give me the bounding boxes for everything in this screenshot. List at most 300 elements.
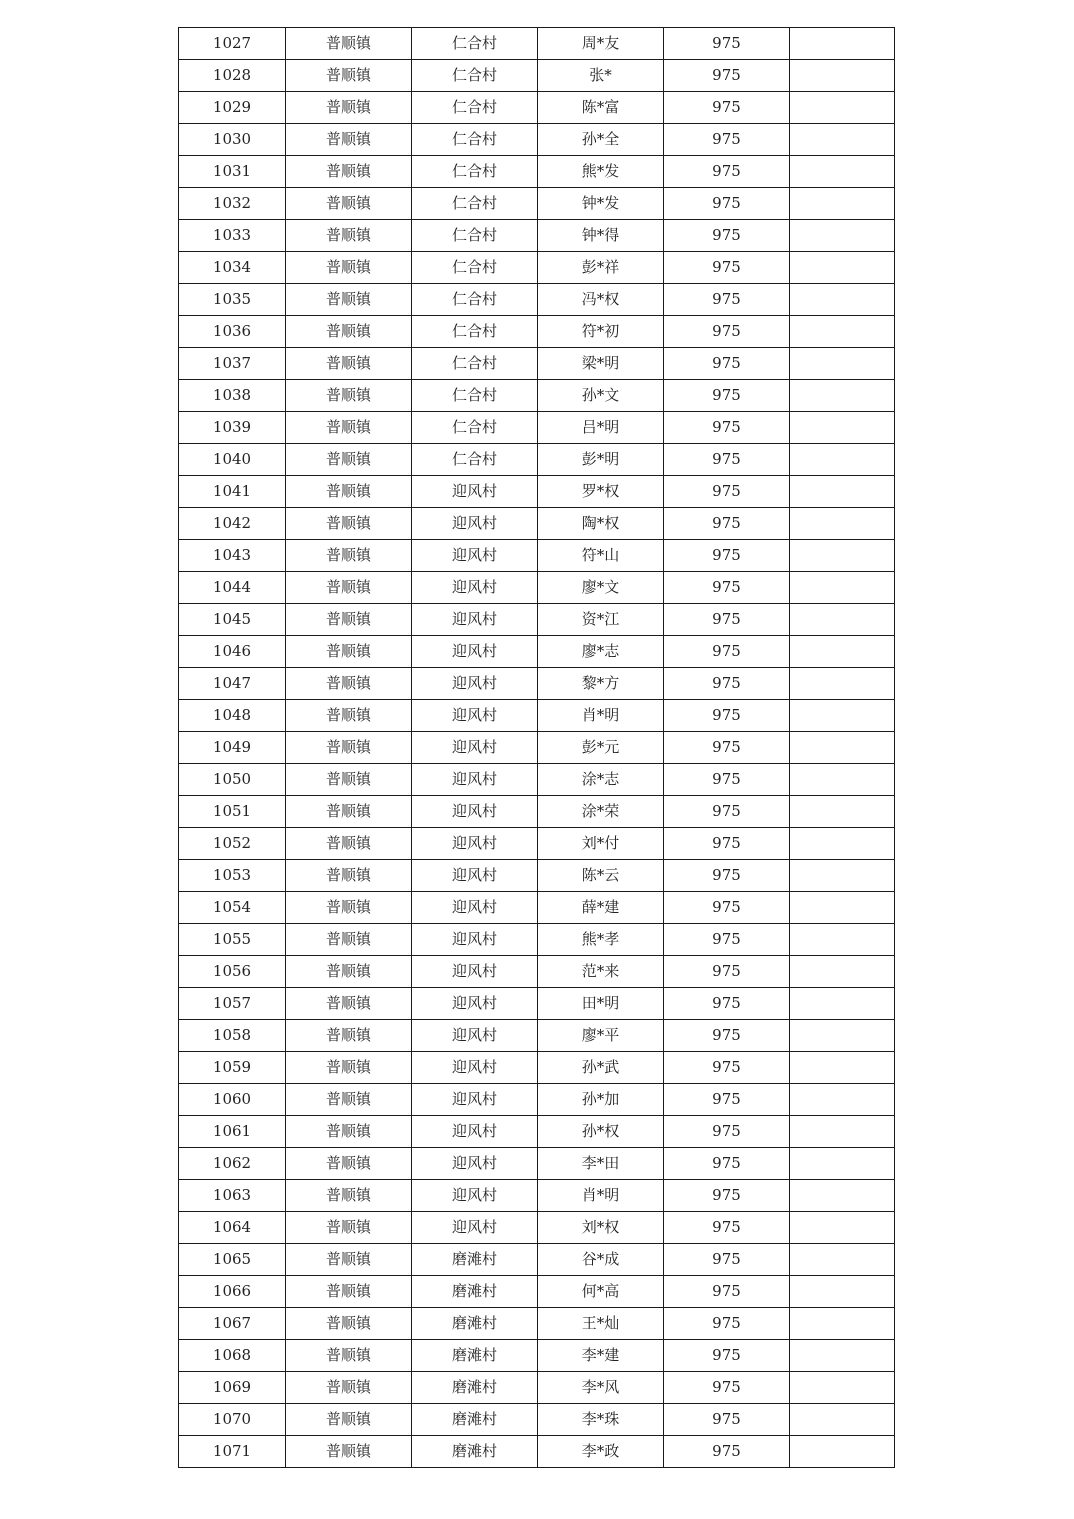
table-row	[179, 860, 895, 892]
cell-number: 1042	[179, 508, 286, 540]
cell-village: 磨滩村	[412, 1340, 538, 1372]
subsidy-list-table	[178, 27, 895, 1468]
cell-town: 普顺镇	[286, 60, 412, 92]
cell-number: 1059	[179, 1052, 286, 1084]
cell-remark	[790, 284, 895, 316]
cell-village: 仁合村	[412, 412, 538, 444]
cell-remark	[790, 1404, 895, 1436]
cell-amount: 975	[664, 540, 790, 572]
cell-town: 普顺镇	[286, 924, 412, 956]
cell-number: 1048	[179, 700, 286, 732]
table-row	[179, 924, 895, 956]
table-row	[179, 764, 895, 796]
cell-name: 孙*武	[538, 1052, 664, 1084]
cell-number: 1057	[179, 988, 286, 1020]
cell-name: 黎*方	[538, 668, 664, 700]
cell-town: 普顺镇	[286, 1212, 412, 1244]
cell-amount: 975	[664, 860, 790, 892]
cell-name: 张*	[538, 60, 664, 92]
cell-number: 1071	[179, 1436, 286, 1468]
cell-town: 普顺镇	[286, 444, 412, 476]
cell-remark	[790, 732, 895, 764]
cell-village: 仁合村	[412, 380, 538, 412]
cell-village: 迎风村	[412, 828, 538, 860]
cell-number: 1061	[179, 1116, 286, 1148]
cell-number: 1050	[179, 764, 286, 796]
cell-town: 普顺镇	[286, 508, 412, 540]
cell-name: 彭*明	[538, 444, 664, 476]
cell-town: 普顺镇	[286, 988, 412, 1020]
cell-number: 1058	[179, 1020, 286, 1052]
cell-name: 涂*荣	[538, 796, 664, 828]
cell-amount: 975	[664, 1404, 790, 1436]
cell-amount: 975	[664, 668, 790, 700]
table-row	[179, 1180, 895, 1212]
cell-name: 资*江	[538, 604, 664, 636]
cell-village: 迎风村	[412, 956, 538, 988]
table-row	[179, 796, 895, 828]
cell-village: 迎风村	[412, 860, 538, 892]
table-row	[179, 1212, 895, 1244]
cell-town: 普顺镇	[286, 892, 412, 924]
cell-number: 1028	[179, 60, 286, 92]
table-row	[179, 828, 895, 860]
cell-remark	[790, 188, 895, 220]
cell-amount: 975	[664, 476, 790, 508]
cell-amount: 975	[664, 1052, 790, 1084]
cell-number: 1038	[179, 380, 286, 412]
cell-amount: 975	[664, 732, 790, 764]
cell-name: 钟*发	[538, 188, 664, 220]
cell-town: 普顺镇	[286, 28, 412, 60]
cell-name: 薛*建	[538, 892, 664, 924]
cell-town: 普顺镇	[286, 1148, 412, 1180]
cell-name: 孙*文	[538, 380, 664, 412]
cell-amount: 975	[664, 764, 790, 796]
cell-remark	[790, 508, 895, 540]
cell-remark	[790, 540, 895, 572]
cell-number: 1052	[179, 828, 286, 860]
cell-name: 孙*全	[538, 124, 664, 156]
cell-town: 普顺镇	[286, 1244, 412, 1276]
cell-name: 罗*权	[538, 476, 664, 508]
cell-amount: 975	[664, 924, 790, 956]
cell-remark	[790, 1276, 895, 1308]
cell-name: 陶*权	[538, 508, 664, 540]
cell-number: 1060	[179, 1084, 286, 1116]
cell-town: 普顺镇	[286, 1308, 412, 1340]
cell-number: 1063	[179, 1180, 286, 1212]
cell-town: 普顺镇	[286, 828, 412, 860]
cell-town: 普顺镇	[286, 284, 412, 316]
cell-remark	[790, 1340, 895, 1372]
cell-amount: 975	[664, 604, 790, 636]
cell-remark	[790, 156, 895, 188]
cell-village: 仁合村	[412, 188, 538, 220]
cell-town: 普顺镇	[286, 764, 412, 796]
cell-number: 1056	[179, 956, 286, 988]
cell-remark	[790, 1212, 895, 1244]
cell-remark	[790, 604, 895, 636]
cell-remark	[790, 252, 895, 284]
cell-number: 1041	[179, 476, 286, 508]
cell-village: 迎风村	[412, 1212, 538, 1244]
cell-village: 迎风村	[412, 988, 538, 1020]
cell-name: 符*初	[538, 316, 664, 348]
cell-remark	[790, 476, 895, 508]
cell-number: 1054	[179, 892, 286, 924]
cell-town: 普顺镇	[286, 380, 412, 412]
cell-village: 磨滩村	[412, 1404, 538, 1436]
cell-remark	[790, 348, 895, 380]
cell-number: 1032	[179, 188, 286, 220]
cell-remark	[790, 1116, 895, 1148]
cell-number: 1035	[179, 284, 286, 316]
cell-name: 谷*成	[538, 1244, 664, 1276]
table-row	[179, 92, 895, 124]
cell-number: 1044	[179, 572, 286, 604]
cell-number: 1067	[179, 1308, 286, 1340]
cell-village: 迎风村	[412, 636, 538, 668]
table-row	[179, 60, 895, 92]
cell-village: 迎风村	[412, 604, 538, 636]
cell-name: 肖*明	[538, 700, 664, 732]
cell-village: 仁合村	[412, 444, 538, 476]
cell-remark	[790, 444, 895, 476]
cell-amount: 975	[664, 348, 790, 380]
cell-number: 1029	[179, 92, 286, 124]
cell-amount: 975	[664, 1276, 790, 1308]
cell-remark	[790, 700, 895, 732]
cell-number: 1040	[179, 444, 286, 476]
cell-name: 李*建	[538, 1340, 664, 1372]
cell-village: 磨滩村	[412, 1436, 538, 1468]
cell-amount: 975	[664, 1116, 790, 1148]
table-row	[179, 1116, 895, 1148]
cell-village: 迎风村	[412, 924, 538, 956]
cell-number: 1031	[179, 156, 286, 188]
cell-name: 李*珠	[538, 1404, 664, 1436]
table-row	[179, 380, 895, 412]
cell-town: 普顺镇	[286, 732, 412, 764]
table-row	[179, 1244, 895, 1276]
table-row	[179, 1020, 895, 1052]
cell-number: 1036	[179, 316, 286, 348]
cell-number: 1030	[179, 124, 286, 156]
cell-name: 孙*加	[538, 1084, 664, 1116]
cell-remark	[790, 572, 895, 604]
cell-remark	[790, 412, 895, 444]
table-row	[179, 636, 895, 668]
cell-amount: 975	[664, 1436, 790, 1468]
cell-village: 磨滩村	[412, 1308, 538, 1340]
cell-village: 仁合村	[412, 156, 538, 188]
cell-amount: 975	[664, 1308, 790, 1340]
cell-amount: 975	[664, 796, 790, 828]
table-row	[179, 124, 895, 156]
table-row	[179, 252, 895, 284]
cell-number: 1062	[179, 1148, 286, 1180]
cell-number: 1068	[179, 1340, 286, 1372]
cell-town: 普顺镇	[286, 252, 412, 284]
cell-village: 迎风村	[412, 1020, 538, 1052]
cell-town: 普顺镇	[286, 316, 412, 348]
cell-number: 1069	[179, 1372, 286, 1404]
table-row	[179, 988, 895, 1020]
cell-amount: 975	[664, 444, 790, 476]
cell-village: 磨滩村	[412, 1372, 538, 1404]
table-row	[179, 1308, 895, 1340]
table-row	[179, 572, 895, 604]
cell-number: 1066	[179, 1276, 286, 1308]
cell-number: 1070	[179, 1404, 286, 1436]
cell-amount: 975	[664, 1148, 790, 1180]
cell-amount: 975	[664, 700, 790, 732]
table-row	[179, 188, 895, 220]
cell-name: 熊*孝	[538, 924, 664, 956]
cell-remark	[790, 1308, 895, 1340]
cell-remark	[790, 316, 895, 348]
cell-name: 李*政	[538, 1436, 664, 1468]
cell-village: 迎风村	[412, 1084, 538, 1116]
cell-village: 迎风村	[412, 764, 538, 796]
cell-number: 1033	[179, 220, 286, 252]
cell-name: 熊*发	[538, 156, 664, 188]
cell-name: 李*田	[538, 1148, 664, 1180]
cell-town: 普顺镇	[286, 860, 412, 892]
cell-town: 普顺镇	[286, 540, 412, 572]
cell-amount: 975	[664, 1084, 790, 1116]
cell-amount: 975	[664, 508, 790, 540]
cell-remark	[790, 28, 895, 60]
table-row	[179, 348, 895, 380]
cell-remark	[790, 1148, 895, 1180]
cell-remark	[790, 828, 895, 860]
table-row	[179, 604, 895, 636]
cell-number: 1045	[179, 604, 286, 636]
cell-village: 迎风村	[412, 476, 538, 508]
cell-village: 仁合村	[412, 60, 538, 92]
cell-remark	[790, 924, 895, 956]
cell-amount: 975	[664, 220, 790, 252]
table-row	[179, 1436, 895, 1468]
cell-town: 普顺镇	[286, 220, 412, 252]
cell-name: 田*明	[538, 988, 664, 1020]
cell-remark	[790, 988, 895, 1020]
table-row	[179, 892, 895, 924]
cell-village: 迎风村	[412, 668, 538, 700]
cell-name: 孙*权	[538, 1116, 664, 1148]
cell-village: 仁合村	[412, 348, 538, 380]
cell-number: 1027	[179, 28, 286, 60]
cell-town: 普顺镇	[286, 572, 412, 604]
cell-remark	[790, 1180, 895, 1212]
cell-name: 廖*文	[538, 572, 664, 604]
cell-name: 符*山	[538, 540, 664, 572]
cell-village: 迎风村	[412, 732, 538, 764]
cell-remark	[790, 764, 895, 796]
table-row	[179, 444, 895, 476]
cell-remark	[790, 1372, 895, 1404]
cell-name: 吕*明	[538, 412, 664, 444]
cell-town: 普顺镇	[286, 1276, 412, 1308]
cell-amount: 975	[664, 1212, 790, 1244]
cell-amount: 975	[664, 892, 790, 924]
cell-remark	[790, 668, 895, 700]
table-row	[179, 668, 895, 700]
cell-remark	[790, 860, 895, 892]
table-row	[179, 508, 895, 540]
table-row	[179, 1052, 895, 1084]
cell-number: 1037	[179, 348, 286, 380]
cell-remark	[790, 1020, 895, 1052]
cell-name: 王*灿	[538, 1308, 664, 1340]
cell-amount: 975	[664, 1340, 790, 1372]
cell-village: 迎风村	[412, 700, 538, 732]
cell-village: 仁合村	[412, 28, 538, 60]
cell-amount: 975	[664, 1180, 790, 1212]
table-row	[179, 1276, 895, 1308]
cell-town: 普顺镇	[286, 412, 412, 444]
cell-remark	[790, 636, 895, 668]
cell-number: 1064	[179, 1212, 286, 1244]
cell-amount: 975	[664, 284, 790, 316]
cell-village: 仁合村	[412, 92, 538, 124]
cell-remark	[790, 1244, 895, 1276]
cell-town: 普顺镇	[286, 476, 412, 508]
cell-number: 1039	[179, 412, 286, 444]
cell-town: 普顺镇	[286, 1052, 412, 1084]
cell-amount: 975	[664, 572, 790, 604]
table-row	[179, 700, 895, 732]
cell-village: 迎风村	[412, 540, 538, 572]
cell-town: 普顺镇	[286, 348, 412, 380]
cell-amount: 975	[664, 1244, 790, 1276]
cell-name: 梁*明	[538, 348, 664, 380]
cell-remark	[790, 1052, 895, 1084]
cell-amount: 975	[664, 188, 790, 220]
cell-village: 迎风村	[412, 1052, 538, 1084]
cell-amount: 975	[664, 156, 790, 188]
cell-amount: 975	[664, 828, 790, 860]
cell-town: 普顺镇	[286, 1116, 412, 1148]
cell-amount: 975	[664, 28, 790, 60]
cell-village: 磨滩村	[412, 1276, 538, 1308]
cell-amount: 975	[664, 92, 790, 124]
cell-remark	[790, 796, 895, 828]
cell-name: 钟*得	[538, 220, 664, 252]
cell-village: 迎风村	[412, 508, 538, 540]
cell-town: 普顺镇	[286, 636, 412, 668]
cell-number: 1055	[179, 924, 286, 956]
cell-village: 磨滩村	[412, 1244, 538, 1276]
cell-town: 普顺镇	[286, 1436, 412, 1468]
cell-remark	[790, 60, 895, 92]
cell-amount: 975	[664, 1372, 790, 1404]
cell-amount: 975	[664, 316, 790, 348]
cell-village: 迎风村	[412, 892, 538, 924]
cell-name: 彭*祥	[538, 252, 664, 284]
cell-amount: 975	[664, 60, 790, 92]
table-row	[179, 412, 895, 444]
table-row	[179, 540, 895, 572]
cell-remark	[790, 1084, 895, 1116]
cell-remark	[790, 1436, 895, 1468]
cell-name: 范*来	[538, 956, 664, 988]
cell-number: 1046	[179, 636, 286, 668]
cell-name: 肖*明	[538, 1180, 664, 1212]
cell-name: 廖*志	[538, 636, 664, 668]
cell-number: 1053	[179, 860, 286, 892]
cell-town: 普顺镇	[286, 1180, 412, 1212]
cell-village: 仁合村	[412, 220, 538, 252]
cell-name: 李*风	[538, 1372, 664, 1404]
cell-town: 普顺镇	[286, 1340, 412, 1372]
cell-name: 何*高	[538, 1276, 664, 1308]
table-row	[179, 156, 895, 188]
cell-name: 周*友	[538, 28, 664, 60]
cell-town: 普顺镇	[286, 124, 412, 156]
cell-name: 冯*权	[538, 284, 664, 316]
cell-amount: 975	[664, 412, 790, 444]
table-row	[179, 28, 895, 60]
cell-name: 彭*元	[538, 732, 664, 764]
cell-town: 普顺镇	[286, 604, 412, 636]
cell-town: 普顺镇	[286, 796, 412, 828]
table-row	[179, 732, 895, 764]
cell-number: 1051	[179, 796, 286, 828]
cell-amount: 975	[664, 636, 790, 668]
cell-name: 陈*富	[538, 92, 664, 124]
cell-village: 迎风村	[412, 796, 538, 828]
cell-name: 陈*云	[538, 860, 664, 892]
cell-name: 廖*平	[538, 1020, 664, 1052]
cell-remark	[790, 956, 895, 988]
cell-number: 1047	[179, 668, 286, 700]
table-row	[179, 284, 895, 316]
cell-amount: 975	[664, 252, 790, 284]
cell-town: 普顺镇	[286, 668, 412, 700]
cell-town: 普顺镇	[286, 1020, 412, 1052]
cell-town: 普顺镇	[286, 188, 412, 220]
cell-amount: 975	[664, 988, 790, 1020]
cell-number: 1034	[179, 252, 286, 284]
cell-village: 仁合村	[412, 124, 538, 156]
cell-town: 普顺镇	[286, 1404, 412, 1436]
table-row	[179, 1084, 895, 1116]
table-row	[179, 1404, 895, 1436]
cell-number: 1049	[179, 732, 286, 764]
cell-remark	[790, 220, 895, 252]
table-row	[179, 1148, 895, 1180]
cell-town: 普顺镇	[286, 1372, 412, 1404]
cell-number: 1043	[179, 540, 286, 572]
cell-number: 1065	[179, 1244, 286, 1276]
table-row	[179, 220, 895, 252]
cell-town: 普顺镇	[286, 956, 412, 988]
cell-remark	[790, 124, 895, 156]
table-body	[179, 28, 895, 1468]
cell-remark	[790, 892, 895, 924]
cell-remark	[790, 380, 895, 412]
cell-remark	[790, 92, 895, 124]
cell-village: 迎风村	[412, 572, 538, 604]
cell-village: 仁合村	[412, 316, 538, 348]
cell-amount: 975	[664, 956, 790, 988]
cell-town: 普顺镇	[286, 1084, 412, 1116]
cell-name: 涂*志	[538, 764, 664, 796]
cell-amount: 975	[664, 1020, 790, 1052]
